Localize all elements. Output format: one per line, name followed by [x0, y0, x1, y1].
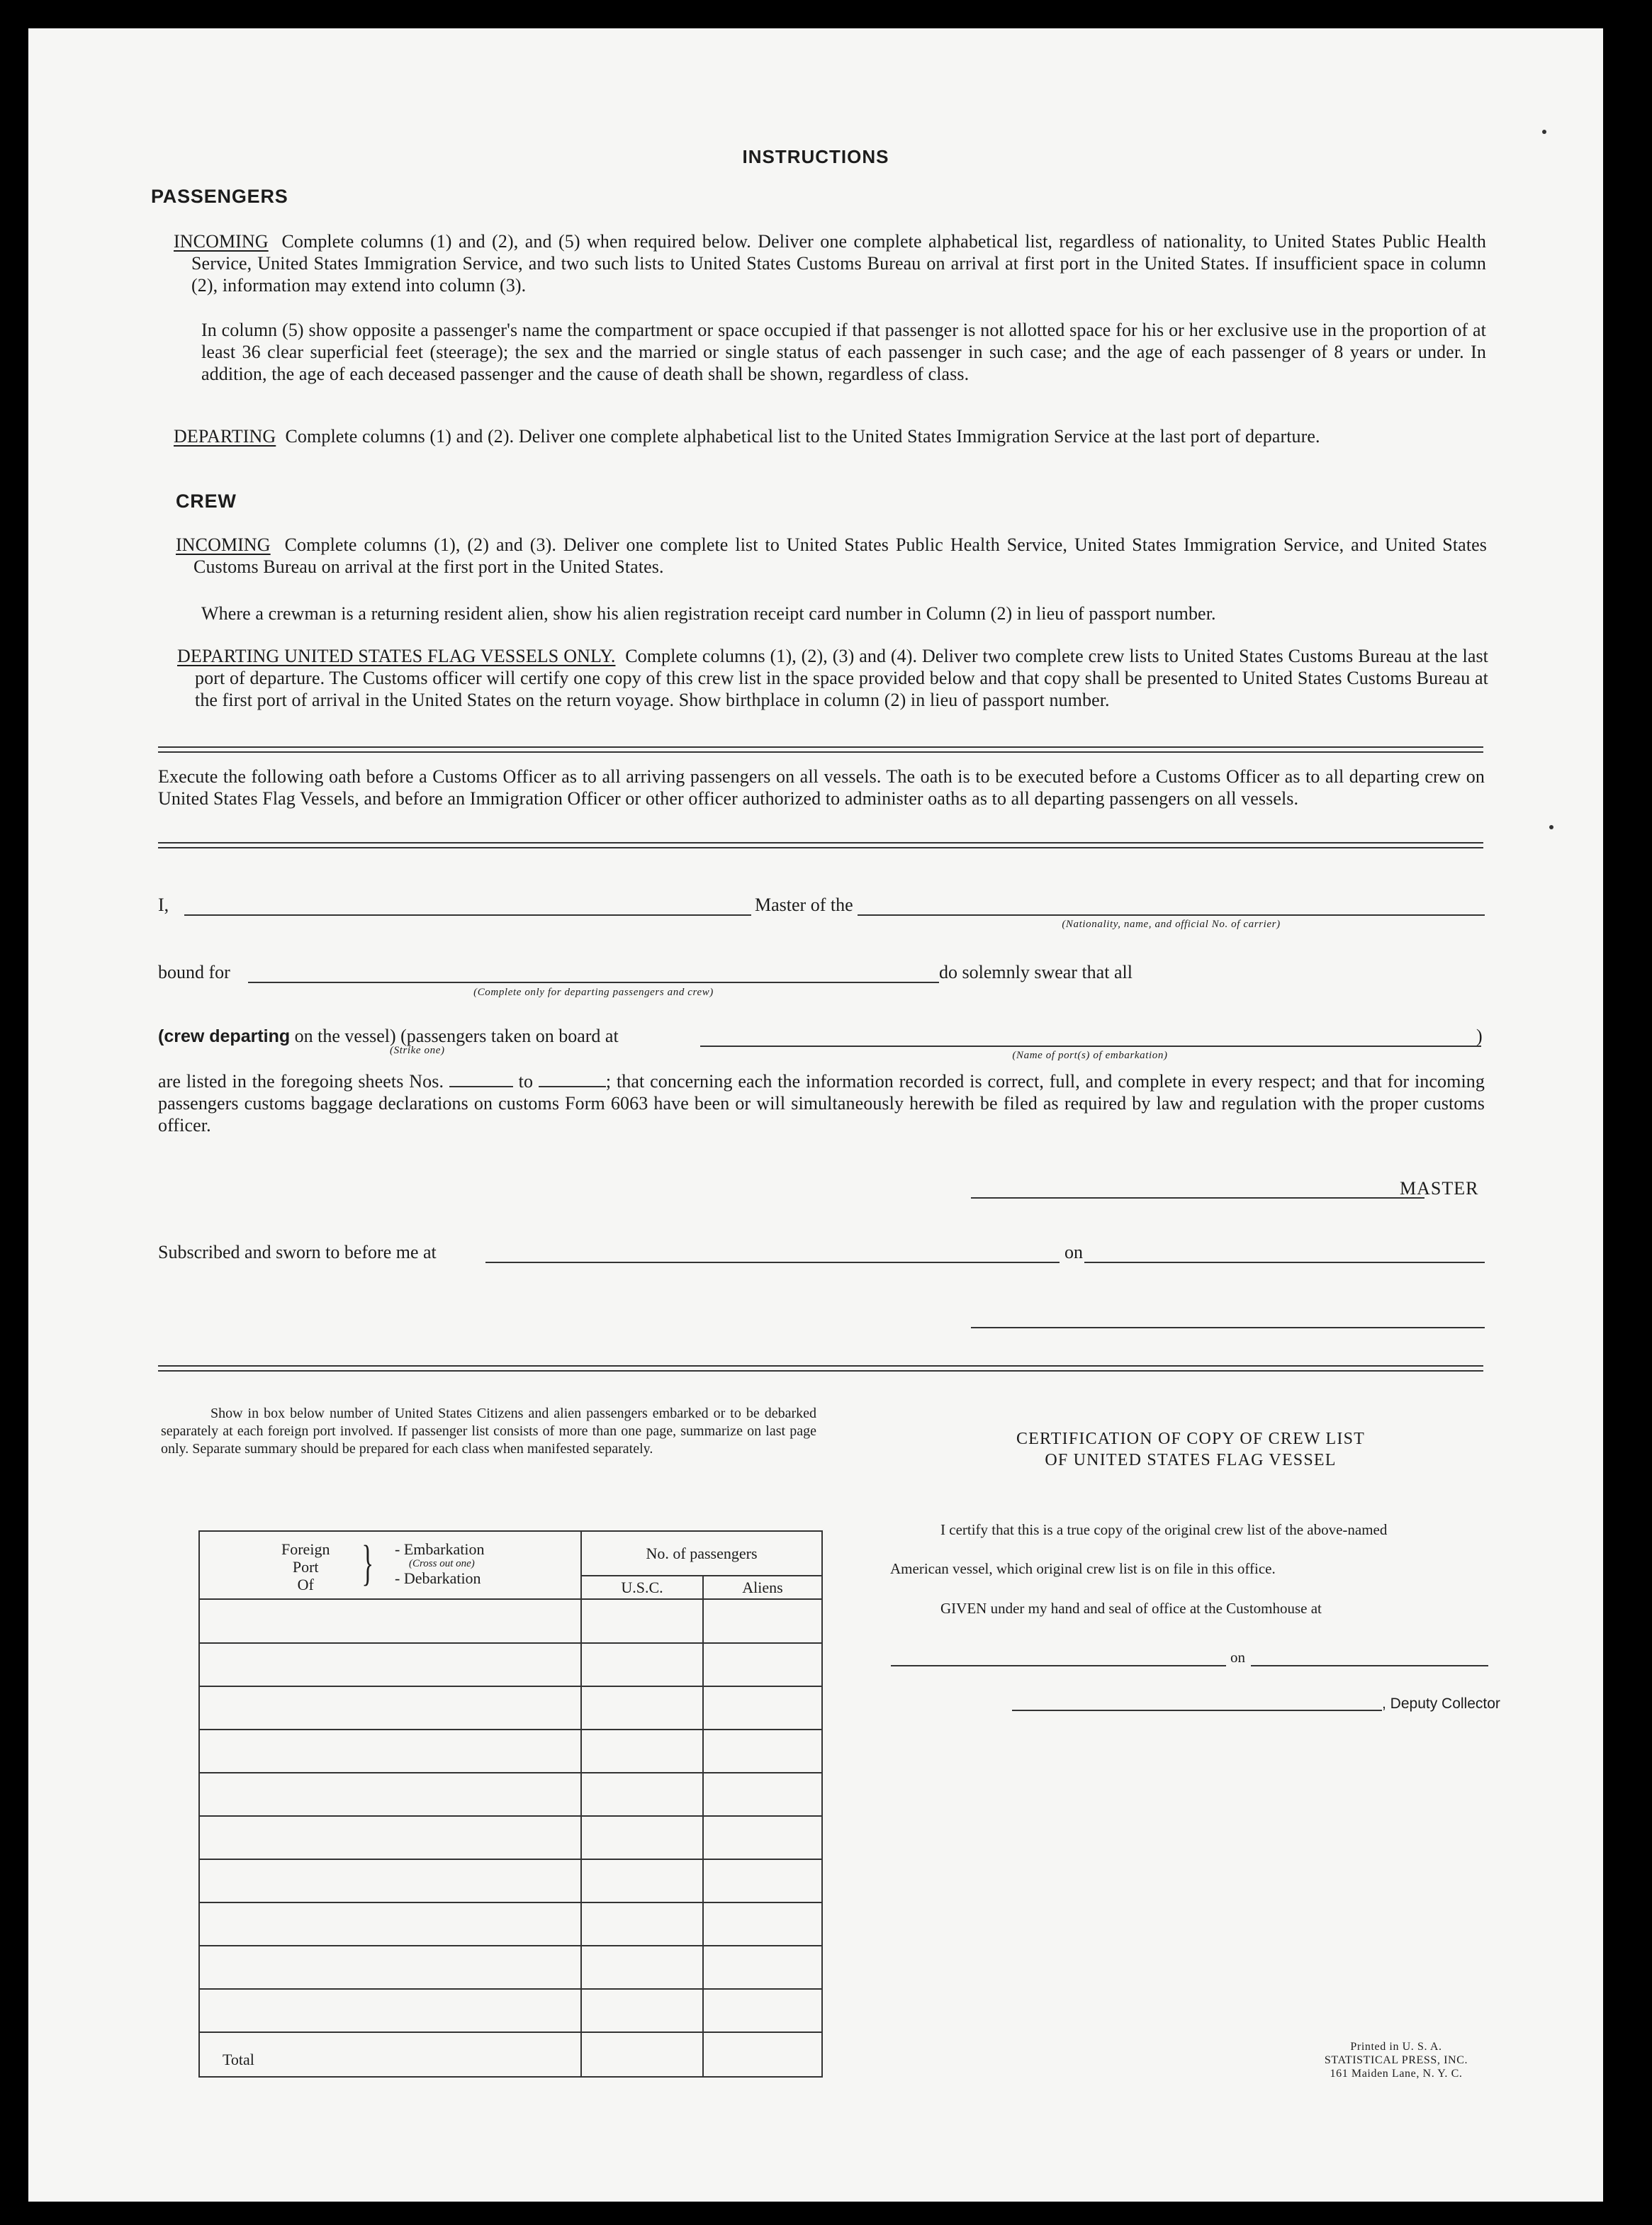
usc-cell[interactable] [581, 1859, 703, 1902]
port-cell[interactable] [199, 1816, 581, 1859]
deputy-collector-signature-field[interactable] [1012, 1710, 1382, 1711]
debarkation-option[interactable]: - Debarkation [395, 1569, 481, 1587]
crew-departing-text: Complete columns (1), (2), (3) and (4). Deliver two complete crew lists to United States Customs Bureau at the last port of departure. The Customs officer will certify one copy of this crew list in the space provided below and that copy shall be presented to United States Customs Bureau at the first port of arrival in the United States on the return voyage. Show birthplace in column (2) in lieu of passport number. [195, 646, 1489, 710]
aliens-header: Aliens [703, 1576, 822, 1599]
embark-debark-options [395, 1540, 484, 1587]
nationality-caption: (Nationality, name, and official No. of carrier) [1062, 919, 1281, 930]
aliens-cell[interactable] [703, 1773, 822, 1816]
port-header-cell [199, 1531, 581, 1599]
usc-cell[interactable] [581, 1946, 703, 1989]
aliens-cell[interactable] [703, 1686, 822, 1730]
embarkation-port-field[interactable] [700, 1046, 1481, 1047]
port-cell[interactable] [199, 1773, 581, 1816]
cross-out-one-caption: (Cross out one) [409, 1558, 475, 1569]
usc-cell[interactable] [581, 1902, 703, 1946]
total-usc-cell[interactable] [581, 2032, 703, 2077]
certify-line2: American vessel, which original crew list is on file in this office. [890, 1560, 1276, 1577]
summary-instructions: Show in box below number of United States Citizens and alien passengers embarked or to be debarked separately at each foreign port involved. If passenger list consists of more than one page, summarize on last page only. Separate summary should be prepared for each class when manifested separately. [161, 1406, 816, 1457]
certification-title [889, 1428, 1492, 1471]
aliens-cell[interactable] [703, 1859, 822, 1902]
printer-line3: 161 Maiden Lane, N. Y. C. [1330, 2068, 1463, 2080]
usc-cell[interactable] [581, 1686, 703, 1730]
usc-cell[interactable] [581, 1816, 703, 1859]
divider-double [158, 842, 1483, 848]
ports-caption: (Name of port(s) of embarkation) [1012, 1050, 1168, 1061]
close-paren: ) [1476, 1026, 1483, 1046]
master-of-the-label: Master of the [755, 895, 853, 915]
certification-title-line1: CERTIFICATION OF COPY OF CREW LIST [1016, 1430, 1366, 1448]
subscribed-on-label: on [1064, 1242, 1083, 1262]
passengers-taken-option[interactable]: (passengers taken on board at [400, 1026, 619, 1046]
crew-departing-option[interactable]: (crew departing [158, 1026, 291, 1046]
aliens-cell[interactable] [703, 1902, 822, 1946]
crew-resident-paragraph: Where a crewman is a returning resident alien, show his alien registration receipt card number in Column (2) in lieu of passport number. [201, 603, 1216, 624]
complete-only-caption: (Complete only for departing passengers and crew) [473, 987, 714, 998]
passengers-incoming-text: Complete columns (1) and (2), and (5) when required below. Deliver one complete alphabetical list, regardless of nationality, to United States Public Health Service, United States Immigration Service, and two such lists to United States Customs Bureau on arrival at first port in the United States. If insufficient space in column (2), information may extend into column (3). [191, 231, 1486, 296]
port-cell[interactable] [199, 1989, 581, 2032]
to-label: to [518, 1071, 534, 1092]
swear-text: do solemnly swear that all [939, 962, 1133, 982]
printer-line2: STATISTICAL PRESS, INC. [1324, 2054, 1468, 2066]
usc-header: U.S.C. [581, 1576, 703, 1599]
oath-i-label: I, [158, 895, 169, 915]
bound-for-label: bound for [158, 962, 230, 982]
aliens-cell[interactable] [703, 1989, 822, 2032]
aliens-cell[interactable] [703, 1730, 822, 1773]
master-signature-field[interactable] [971, 1197, 1425, 1199]
certify-line1: I certify that this is a true copy of the original crew list of the above-named [940, 1521, 1388, 1538]
sheet-no-to-field[interactable] [539, 1086, 606, 1087]
port-cell[interactable] [199, 1730, 581, 1773]
aliens-cell[interactable] [703, 1643, 822, 1686]
officer-signature-field[interactable] [971, 1327, 1485, 1328]
passengers-column5-paragraph: In column (5) show opposite a passenger's name the compartment or space occupied if that passenger is not allotted space for his or her exclusive use in the proportion of at least 36 clear superficial feet (steerage); the sex and the married or single status of each passenger in such case; and the age of each passenger of 8 years or under. In addition, the age of each deceased passenger and the cause of death shall be shown, regardless of class. [201, 320, 1486, 384]
divider-double [158, 746, 1483, 753]
passengers-departing-label: DEPARTING [174, 426, 276, 447]
master-name-field[interactable] [184, 914, 751, 916]
usc-cell[interactable] [581, 1730, 703, 1773]
scan-speck [1542, 130, 1546, 134]
certification-on-label: on [1230, 1649, 1245, 1666]
deputy-collector-label: , Deputy Collector [1382, 1696, 1500, 1712]
crew-departing-label: DEPARTING UNITED STATES FLAG VESSELS ONLY. [177, 646, 616, 666]
passengers-heading: PASSENGERS [151, 186, 288, 207]
passenger-summary-table [198, 1530, 823, 2078]
customhouse-field[interactable] [891, 1665, 1226, 1666]
printer-imprint [1297, 2040, 1495, 2080]
embarkation-option[interactable]: - Embarkation [395, 1540, 485, 1558]
on-the-vessel-text: on the vessel) [294, 1026, 396, 1046]
sheet-no-from-field[interactable] [449, 1086, 513, 1087]
aliens-cell[interactable] [703, 1946, 822, 1989]
listed-prefix: are listed in the foregoing sheets Nos. [158, 1071, 444, 1092]
printer-line1: Printed in U. S. A. [1350, 2041, 1442, 2053]
crew-incoming-text: Complete columns (1), (2) and (3). Deliver one complete list to United States Public Health Service, United States Immigration Service, and United States Customs Bureau on arrival at the first port in the United States. [193, 534, 1488, 577]
no-of-passengers-header: No. of passengers [581, 1531, 822, 1576]
foreign-port-of: Foreign Port Of [281, 1540, 330, 1593]
usc-cell[interactable] [581, 1989, 703, 2032]
instructions-title: INSTRUCTIONS [742, 146, 889, 167]
divider-double [158, 1365, 1483, 1372]
carrier-field[interactable] [858, 914, 1485, 916]
usc-cell[interactable] [581, 1599, 703, 1643]
aliens-cell[interactable] [703, 1816, 822, 1859]
given-line: GIVEN under my hand and seal of office at the Customhouse at [940, 1600, 1322, 1617]
total-label: Total [199, 2032, 581, 2077]
subscribed-label: Subscribed and sworn to before me at [158, 1242, 437, 1262]
total-aliens-cell[interactable] [703, 2032, 822, 2077]
usc-cell[interactable] [581, 1773, 703, 1816]
scan-speck [1549, 825, 1553, 829]
passengers-departing-paragraph [174, 425, 1486, 447]
port-cell[interactable] [199, 1643, 581, 1686]
port-cell[interactable] [199, 1946, 581, 1989]
port-cell[interactable] [199, 1686, 581, 1730]
certification-title-line2: OF UNITED STATES FLAG VESSEL [1045, 1451, 1337, 1469]
port-cell[interactable] [199, 1902, 581, 1946]
master-label: MASTER [1400, 1178, 1479, 1199]
crew-heading: CREW [176, 491, 237, 512]
listed-rest: ; that concerning each the information recorded is correct, full, and complete in every respect; and that for incoming passengers customs baggage declarations on customs Form 6063 have been or will simultaneously herewith be filed as required by law and regulation with the proper customs officer. [158, 1071, 1485, 1136]
crew-departing-paragraph [177, 645, 1488, 711]
subscribed-date-field[interactable] [1084, 1262, 1485, 1263]
aliens-cell[interactable] [703, 1599, 822, 1643]
crew-incoming-paragraph [176, 534, 1487, 578]
passengers-incoming-label: INCOMING [174, 231, 269, 252]
usc-cell[interactable] [581, 1643, 703, 1686]
oath-instruction-paragraph: Execute the following oath before a Customs Officer as to all arriving passengers on all vessels. The oath is to be executed before a Customs Officer as to all departing crew on United States Flag Vessels, and before an Immigration Officer or other officer authorized to administer oaths as to all departing passengers on all vessels. [158, 766, 1485, 809]
certification-date-field[interactable] [1251, 1665, 1488, 1666]
form-page [28, 28, 1603, 2202]
port-cell[interactable] [199, 1859, 581, 1902]
strike-one-caption: (Strike one) [390, 1045, 445, 1056]
bound-for-field[interactable] [248, 982, 939, 983]
subscribed-place-field[interactable] [485, 1262, 1060, 1263]
crew-incoming-label: INCOMING [176, 534, 271, 555]
listed-paragraph [158, 1070, 1485, 1136]
passengers-incoming-paragraph [174, 230, 1486, 296]
crew-passengers-line [158, 1026, 619, 1047]
brace-icon: } [361, 1536, 374, 1591]
passengers-departing-text: Complete columns (1) and (2). Deliver one complete alphabetical list to the United States Immigration Service at the last port of departure. [285, 426, 1320, 447]
port-cell[interactable] [199, 1599, 581, 1643]
